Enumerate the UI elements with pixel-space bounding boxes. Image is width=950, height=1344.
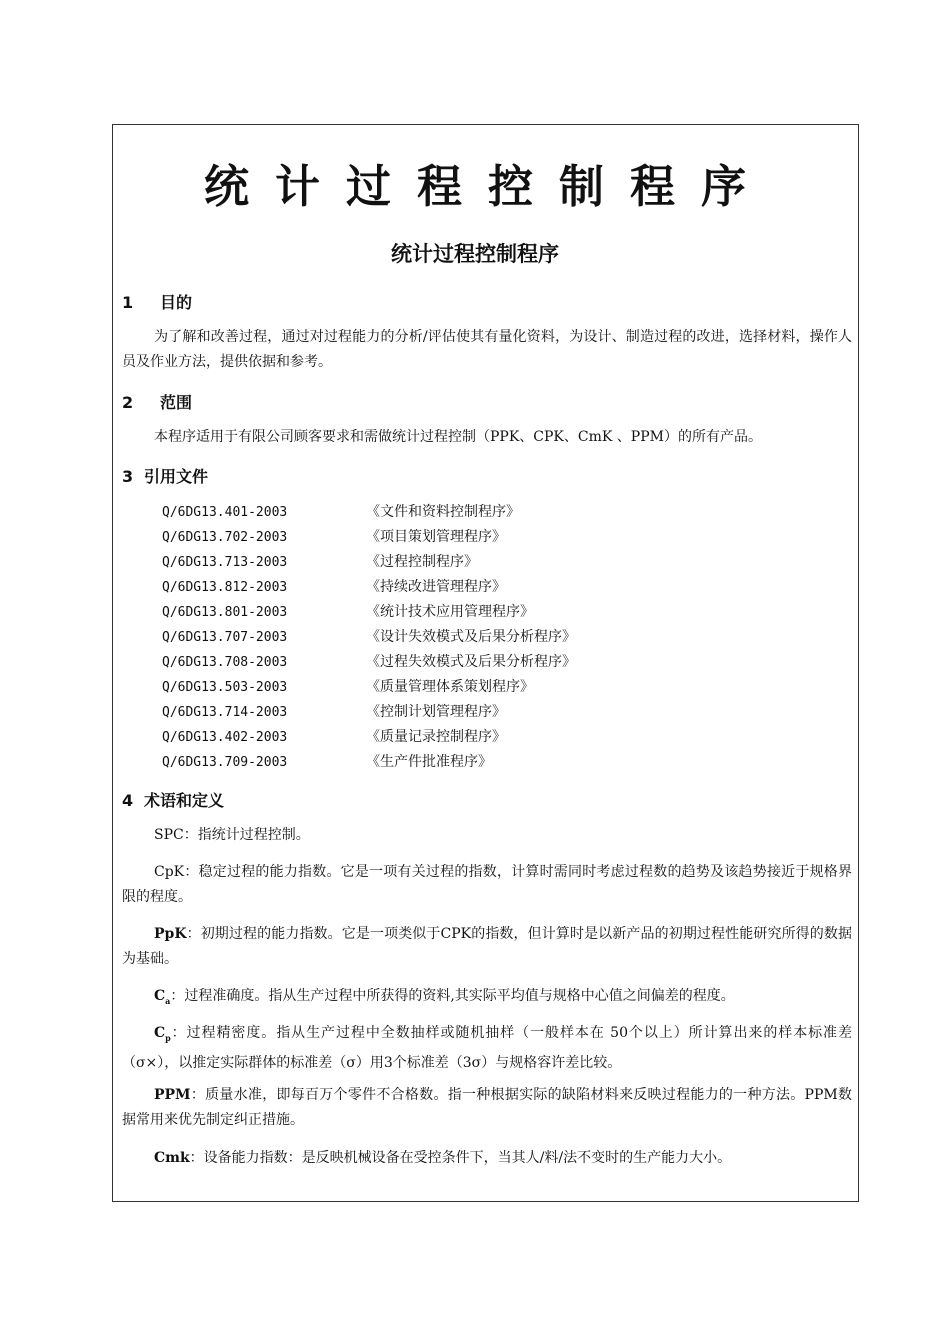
reference-row xyxy=(162,600,576,625)
definition-text: ：指统计过程控制。 xyxy=(183,827,310,843)
reference-name: 《设计失效模式及后果分析程序》 xyxy=(366,629,576,645)
section-number: 1 xyxy=(122,293,134,312)
reference-code: Q/6DG13.714-2003 xyxy=(162,705,288,720)
definition-term: SPC xyxy=(154,827,184,843)
section-number: 4 xyxy=(122,791,134,810)
section-title: 术语和定义 xyxy=(144,791,225,810)
reference-list xyxy=(162,500,576,775)
reference-row xyxy=(162,675,576,700)
section-title: 目的 xyxy=(160,293,193,312)
reference-row xyxy=(162,575,576,600)
reference-name: 《质量管理体系策划程序》 xyxy=(366,679,534,695)
definition-term: Cmk xyxy=(154,1150,190,1166)
reference-name: 《过程控制程序》 xyxy=(366,554,478,570)
scope-text: 本程序适用于有限公司顾客要求和需做统计过程控制（PPK、CPK、CmK 、PPM）的所有产品。 xyxy=(154,429,762,445)
purpose-text: 为了解和改善过程，通过对过程能力的分析/评估使其有量化资料，为设计、制造过程的改进，选择材料，操作人员及作业方法，提供依据和参考。 xyxy=(122,329,852,370)
section-heading-definitions xyxy=(122,788,224,811)
reference-name: 《控制计划管理程序》 xyxy=(366,704,506,720)
definition-term-subscript: a xyxy=(165,995,171,1006)
definition-cp xyxy=(122,1021,852,1076)
definition-term-base: C xyxy=(154,1025,166,1041)
section-title: 范围 xyxy=(160,393,193,412)
reference-row xyxy=(162,700,576,725)
reference-name: 《文件和资料控制程序》 xyxy=(366,504,520,520)
definition-cmk xyxy=(122,1146,852,1171)
reference-row xyxy=(162,525,576,550)
document-title: 统计过程控制程序 xyxy=(203,160,772,213)
reference-row xyxy=(162,750,576,775)
reference-name: 《项目策划管理程序》 xyxy=(366,529,506,545)
reference-name: 《生产件批准程序》 xyxy=(366,754,492,770)
reference-row xyxy=(162,725,576,750)
reference-code: Q/6DG13.713-2003 xyxy=(162,555,288,570)
reference-code: Q/6DG13.801-2003 xyxy=(162,605,288,620)
reference-name: 《过程失效模式及后果分析程序》 xyxy=(366,654,576,670)
section-number: 2 xyxy=(122,393,134,412)
reference-code: Q/6DG13.708-2003 xyxy=(162,655,288,670)
definition-spc xyxy=(122,823,852,848)
reference-name: 《持续改进管理程序》 xyxy=(366,579,506,595)
definition-text: ：设备能力指数：是反映机械设备在受控条件下，当其人/料/法不变时的生产能力大小。 xyxy=(189,1150,732,1166)
reference-row xyxy=(162,625,576,650)
reference-code: Q/6DG13.503-2003 xyxy=(162,680,288,695)
reference-code: Q/6DG13.702-2003 xyxy=(162,530,288,545)
section-number: 3 xyxy=(122,467,134,486)
reference-code: Q/6DG13.812-2003 xyxy=(162,580,288,595)
definition-ppk xyxy=(122,922,852,972)
definition-term: CpK xyxy=(154,864,185,880)
purpose-paragraph xyxy=(122,325,852,375)
reference-name: 《统计技术应用管理程序》 xyxy=(366,604,534,620)
section-heading-scope xyxy=(122,390,192,413)
reference-code: Q/6DG13.709-2003 xyxy=(162,755,288,770)
reference-code: Q/6DG13.402-2003 xyxy=(162,730,288,745)
definition-term: PpK xyxy=(154,926,187,942)
definition-term xyxy=(154,988,170,1004)
definition-term: PPM xyxy=(154,1087,191,1103)
reference-code: Q/6DG13.707-2003 xyxy=(162,630,288,645)
definition-text: ：稳定过程的能力指数。它是一项有关过程的指数，计算时需同时考虑过程数的趋势及该趋势接近于规格界限的程度。 xyxy=(122,864,852,905)
section-title: 引用文件 xyxy=(144,467,209,486)
reference-row xyxy=(162,500,576,525)
reference-row xyxy=(162,650,576,675)
reference-code: Q/6DG13.401-2003 xyxy=(162,505,288,520)
definition-text: ：过程准确度。指从生产过程中所获得的资料,其实际平均值与规格中心值之间偏差的程度。 xyxy=(170,988,735,1004)
reference-row xyxy=(162,550,576,575)
section-heading-references xyxy=(122,464,208,487)
section-heading-purpose xyxy=(122,290,192,313)
definition-ca xyxy=(122,984,852,1014)
definition-term-base: C xyxy=(154,988,166,1004)
definition-ppm xyxy=(122,1083,852,1133)
definition-term xyxy=(154,1025,171,1041)
reference-name: 《质量记录控制程序》 xyxy=(366,729,506,745)
definition-text: ：初期过程的能力指数。它是一项类似于CPK的指数，但计算时是以新产品的初期过程性能研究所得的数据为基础。 xyxy=(122,926,852,967)
definition-term-subscript: p xyxy=(165,1032,171,1043)
definition-text: ：过程精密度。指从生产过程中全数抽样或随机抽样（一般样本在 50个以上）所计算出来的样本标准差（σ×），以推定实际群体的标准差（σ）用3个标准差（3σ）与规格容许差比较。 xyxy=(122,1025,852,1071)
scope-paragraph xyxy=(122,425,852,450)
document-subtitle: 统计过程控制程序 xyxy=(391,242,559,266)
definition-text: ：质量水准，即每百万个零件不合格数。指一种根据实际的缺陷材料来反映过程能力的一种方法。PPM数据常用来优先制定纠正措施。 xyxy=(122,1087,852,1128)
definition-cpk xyxy=(122,860,852,910)
